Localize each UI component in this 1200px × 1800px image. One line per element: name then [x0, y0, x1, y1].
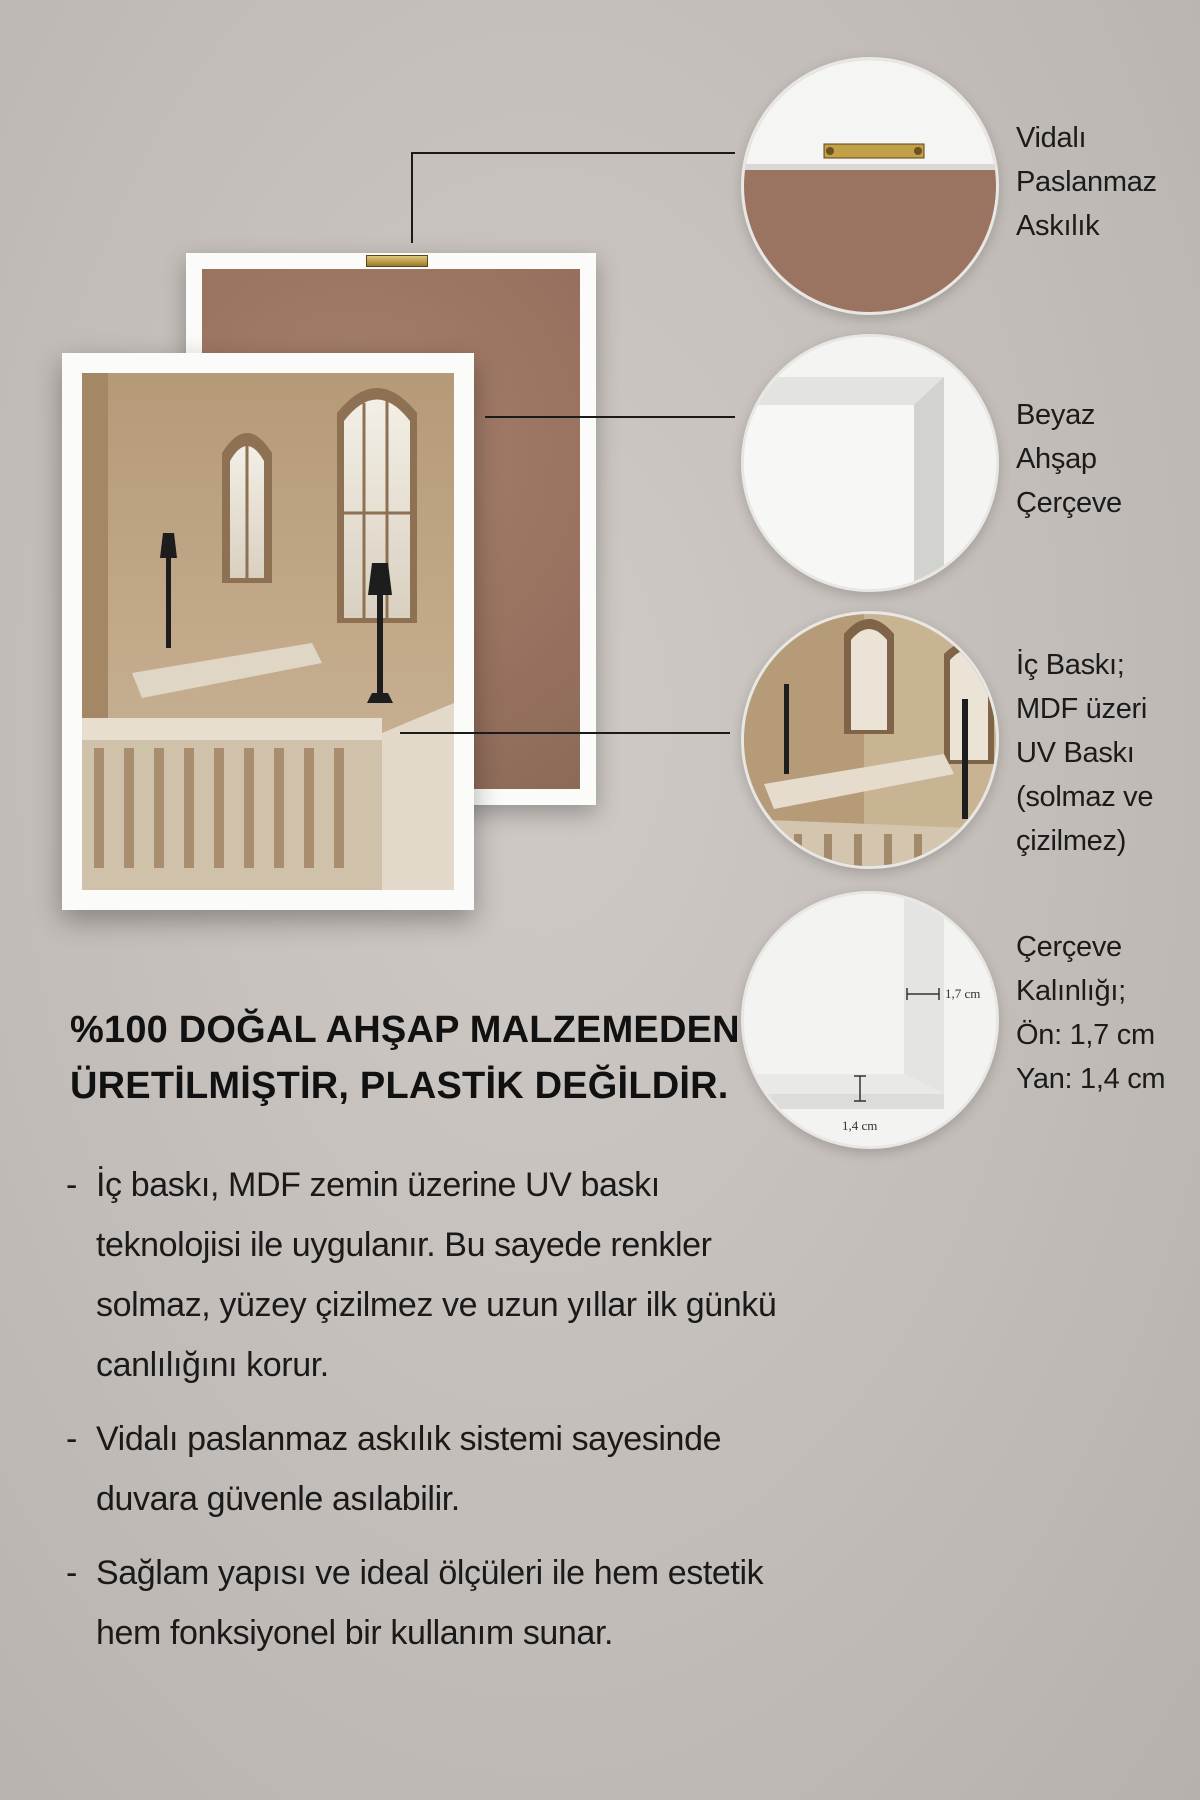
bullet-text: İç baskı, MDF zemin üzerine UV baskı teknolojisi ile uygulanır. Bu sayede renkler solmaz, yüzey çizilmez ve uzun yıllar ilk günkü canlılığını korur.: [96, 1166, 777, 1384]
callout-frame-label: Beyaz Ahşap Çerçeve: [1016, 399, 1122, 519]
callout-thickness-label: Çerçeve Kalınlığı; Ön: 1,7 cm Yan: 1,4 cm: [1016, 931, 1166, 1095]
hanger-closeup: [744, 60, 996, 312]
headline-line-2: ÜRETİLMİŞTİR, PLASTİK DEĞİLDİR.: [70, 1065, 729, 1107]
bullet-text: Vidalı paslanmaz askılık sistemi sayesinde duvara güvenle asılabilir.: [96, 1420, 722, 1518]
detail-circle-hanger: [741, 57, 999, 315]
gothic-staircase-illustration: [82, 373, 454, 890]
connector-hanger-vertical: [411, 153, 413, 243]
poster-print: [82, 373, 454, 890]
bullet-dash: -: [66, 1166, 77, 1204]
list-item: [66, 1409, 786, 1529]
headline-line-1: %100 DOĞAL AHŞAP MALZEMEDEN: [70, 1009, 740, 1051]
callout-hanger-label: Vidalı Paslanmaz Askılık: [1016, 122, 1157, 242]
detail-circle-frame: [741, 334, 999, 592]
list-item: [66, 1155, 786, 1395]
list-item: [66, 1543, 786, 1663]
frame-front-view: [62, 353, 474, 910]
headline: [70, 1002, 790, 1114]
frame-corner-closeup: [744, 337, 996, 589]
connector-frame: [485, 416, 735, 418]
callout-print-label: İç Baskı; MDF üzeri UV Baskı (solmaz ve çizilmez): [1016, 649, 1154, 857]
bullet-text: Sağlam yapısı ve ideal ölçüleri ile hem estetik hem fonksiyonel bir kullanım sunar.: [96, 1554, 764, 1652]
dim-label-front: 1,7 cm: [945, 986, 981, 1001]
feature-list: [66, 1155, 786, 1677]
detail-circle-print: [741, 611, 999, 869]
bullet-dash: -: [66, 1554, 77, 1592]
bullet-dash: -: [66, 1420, 77, 1458]
dim-label-side: 1,4 cm: [842, 1118, 878, 1133]
connector-print: [400, 732, 730, 734]
print-closeup: [744, 614, 996, 866]
hanger-bracket: [366, 255, 428, 267]
connector-hanger-horizontal: [411, 152, 735, 154]
